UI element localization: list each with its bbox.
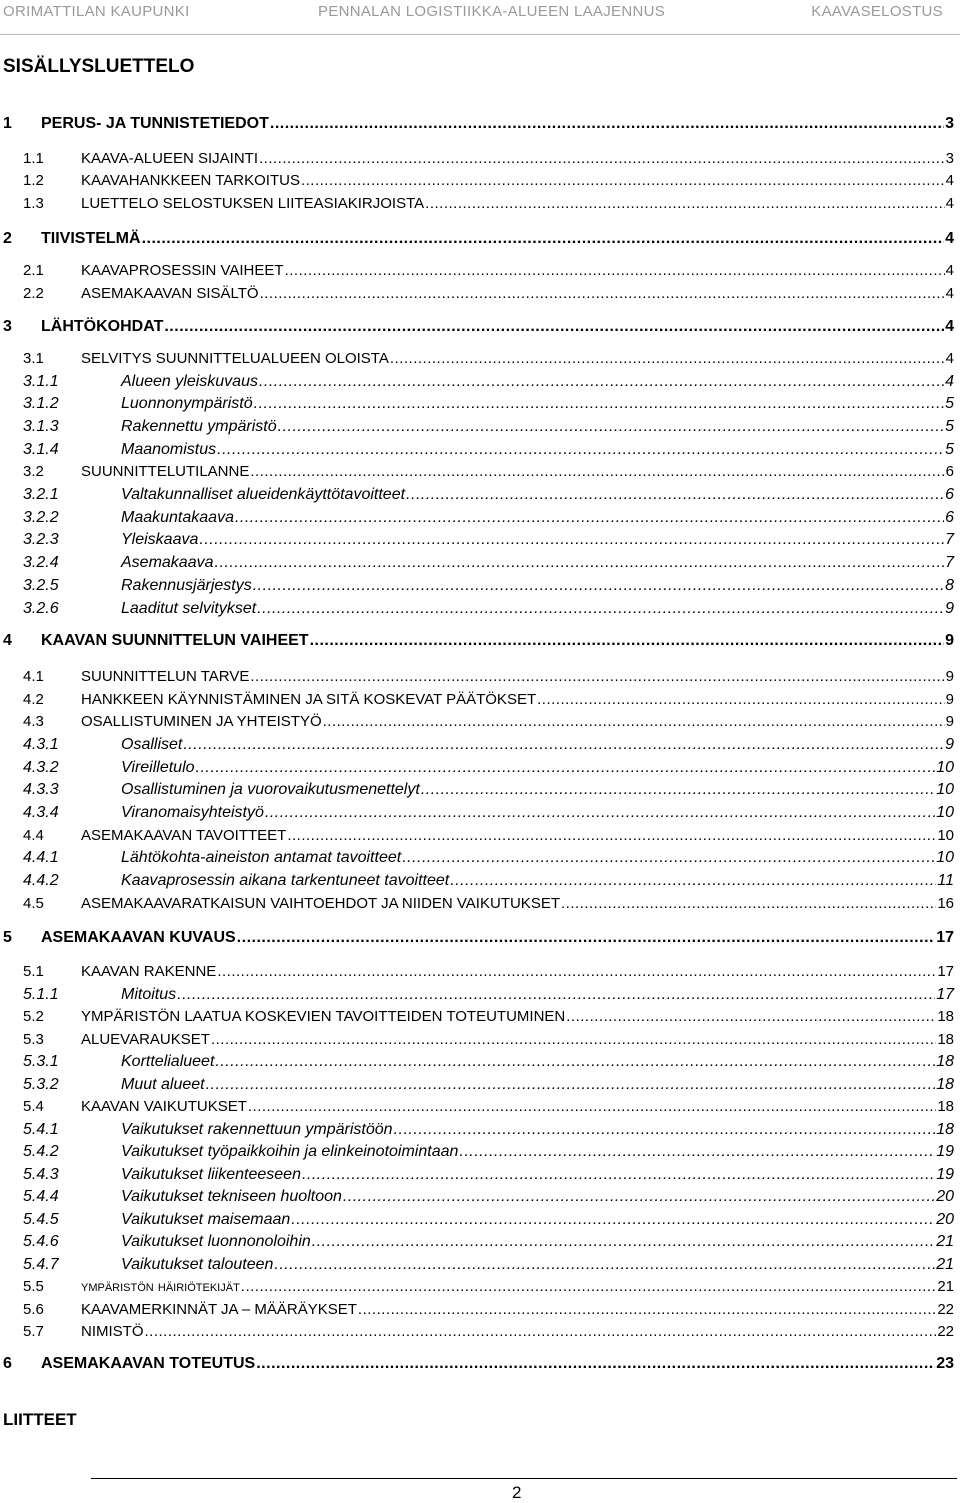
toc-entry-page: 3 [945,150,954,167]
footer-rule [91,1478,957,1479]
toc-leader-dots [250,463,944,480]
toc-entry[interactable] [23,827,954,844]
toc-entry[interactable] [23,1166,954,1184]
toc-entry-page: 4 [945,373,954,390]
toc-entry-title: Maakuntakaava [121,509,234,526]
toc-leader-dots [211,1031,936,1048]
toc-entry[interactable] [23,804,954,822]
header-organization: ORIMATTILAN KAUPUNKI [3,3,190,20]
toc-entry-title: KAAVAN SUUNNITTELUN VAIHEET [41,632,309,649]
toc-leader-dots [274,1256,935,1274]
toc-entry[interactable] [23,509,954,527]
toc-entry-page: 6 [945,509,954,526]
toc-entry-number: 5.4.7 [23,1256,59,1273]
toc-entry[interactable] [23,963,954,980]
toc-entry-page: 21 [936,1256,954,1273]
toc-entry-title: ympäristön häiriötekijät [81,1278,240,1295]
toc-entry-page: 18 [937,1008,954,1025]
toc-entry-number: 5 [3,929,12,946]
toc-entry-number: 3.1 [23,350,44,367]
toc-leader-dots [291,1211,935,1229]
toc-leader-dots [215,1053,935,1071]
toc-entry-title: ASEMAKAAVAN SISÄLTÖ [81,285,259,302]
toc-entry-title: ALUEVARAUKSET [81,1031,210,1048]
toc-leader-dots [450,872,936,890]
toc-leader-dots [217,963,936,980]
toc-entry-number: 4 [3,632,12,649]
toc-entry-number: 3.2.5 [23,577,59,594]
toc-entry-title: SELVITYS SUUNNITTELUALUEEN OLOISTA [81,350,389,367]
toc-leader-dots [217,441,944,459]
toc-entry-number: 5.2 [23,1008,44,1025]
toc-entry-number: 2 [3,230,12,247]
toc-entry-number: 3.2.3 [23,531,59,548]
toc-entry-title: Osallistuminen ja vuorovaikutusmenettelyt [121,781,420,798]
toc-entry-title: KAAVAPROSESSIN VAIHEET [81,262,284,279]
toc-entry[interactable] [3,632,954,650]
toc-leader-dots [312,1233,935,1251]
toc-leader-dots [253,577,944,595]
toc-entry-title: Maanomistus [121,441,217,458]
toc-entry-title: Osalliset [121,736,183,753]
toc-leader-dots [323,713,945,730]
page-header [0,0,960,34]
toc-entry[interactable] [23,872,954,890]
toc-leader-dots [561,895,936,912]
toc-entry-number: 5.7 [23,1323,44,1340]
toc-entry-number: 3.1.3 [23,418,59,435]
toc-leader-dots [164,318,944,336]
toc-entry-page: 4 [945,285,954,302]
toc-entry-number: 4.3.4 [23,804,59,821]
toc-leader-dots [183,736,944,754]
toc-entry-title: Luonnonympäristö [121,395,253,412]
toc-leader-dots [237,929,936,947]
toc-entry-number: 1.2 [23,172,44,189]
toc-entry-number: 1.1 [23,150,44,167]
toc-entry-number: 5.4 [23,1098,44,1115]
page-number: 2 [512,1483,522,1502]
toc-entry-title: Valtakunnalliset alueidenkäyttötavoitteet [121,486,406,503]
toc-entry-number: 6 [3,1355,12,1372]
toc-entry-title: KAAVAN RAKENNE [81,963,217,980]
toc-entry-title: ASEMAKAAVAN TOTEUTUS [41,1355,256,1372]
toc-entry-page: 10 [937,827,954,844]
toc-leader-dots [206,1076,936,1094]
toc-entry-number: 4.4 [23,827,44,844]
toc-entry-title: TIIVISTELMÄ [41,230,141,247]
toc-leader-dots [537,691,945,708]
toc-entry[interactable] [23,986,954,1004]
toc-leader-dots [241,1278,937,1295]
toc-leader-dots [257,600,944,618]
toc-entry[interactable] [23,1008,954,1025]
toc-entry-number: 4.5 [23,895,44,912]
toc-entry-title: KAAVAHANKKEEN TARKOITUS [81,172,300,189]
toc-entry[interactable] [23,1031,954,1048]
toc-entry-page: 8 [945,577,954,594]
toc-entry-page: 17 [937,963,954,980]
toc-leader-dots [145,1323,937,1340]
toc-leader-dots [421,781,935,799]
toc-entry-page: 4 [945,230,954,247]
toc-leader-dots [459,1143,935,1161]
toc-entry[interactable] [23,395,954,413]
toc-entry[interactable] [23,895,954,912]
toc-entry-title: LUETTELO SELOSTUKSEN LIITEASIAKIRJOISTA [81,195,425,212]
toc-leader-dots [425,195,945,212]
toc-entry[interactable] [23,262,954,279]
toc-entry-page: 9 [945,736,954,753]
toc-entry-title: SUUNNITTELUTILANNE [81,463,250,480]
toc-entry-page: 21 [937,1278,954,1295]
toc-entry-number: 5.4.1 [23,1121,59,1138]
toc-entry-number: 4.3.3 [23,781,59,798]
toc-entry-page: 18 [936,1121,954,1138]
toc-entry-number: 3.2.2 [23,509,59,526]
toc-entry-title: ASEMAKAAVARATKAISUN VAIHTOEHDOT JA NIIDEN VAIKUTUKSET [81,895,560,912]
toc-entry-title: Korttelialueet [121,1053,215,1070]
toc-leader-dots [285,262,945,279]
header-rule [0,34,960,35]
toc-leader-dots [358,1301,936,1318]
toc-leader-dots [199,531,944,549]
toc-entry-number: 2.2 [23,285,44,302]
toc-entry[interactable] [23,531,954,549]
toc-entry[interactable] [23,1053,954,1071]
toc-leader-dots [196,759,936,777]
toc-entry-title: NIMISTÖ [81,1323,144,1340]
toc-entry-title: Kaavaprosessin aikana tarkentuneet tavoitteet [121,872,450,889]
toc-entry-title: Rakennusjärjestys [121,577,252,594]
toc-entry-page: 23 [936,1355,954,1372]
toc-entry-page: 9 [945,632,954,649]
toc-entry[interactable] [23,600,954,618]
toc-entry[interactable] [23,1256,954,1274]
toc-entry[interactable] [23,486,954,504]
toc-entry-page: 9 [945,668,954,685]
toc-entry[interactable] [23,195,954,212]
toc-leader-dots [259,150,945,167]
toc-entry-number: 4.3 [23,713,44,730]
toc-entry-number: 5.4.3 [23,1166,59,1183]
toc-entry-title: Laaditut selvitykset [121,600,257,617]
toc-entry[interactable] [23,668,954,685]
toc-entry[interactable] [23,172,954,189]
header-project: PENNALAN LOGISTIIKKA-ALUEEN LAAJENNUS [318,3,666,20]
toc-entry-number: 5.4.4 [23,1188,59,1205]
toc-leader-dots [215,554,945,572]
toc-entry-page: 19 [936,1166,954,1183]
toc-entry-page: 22 [937,1323,954,1340]
toc-leader-dots [259,373,944,391]
toc-entry-page: 5 [945,395,954,412]
toc-entry-number: 5.3 [23,1031,44,1048]
toc-entry[interactable] [23,781,954,799]
toc-entry[interactable] [23,849,954,867]
toc-entry-title: OSALLISTUMINEN JA YHTEISTYÖ [81,713,322,730]
toc-entry-number: 4.1 [23,668,44,685]
toc-entry[interactable] [23,1301,954,1318]
toc-entry[interactable] [23,759,954,777]
toc-entry-page: 18 [937,1031,954,1048]
toc-entry-title: ASEMAKAAVAN TAVOITTEET [81,827,287,844]
toc-entry-title: Lähtökohta-aineiston antamat tavoitteet [121,849,402,866]
toc-entry[interactable] [23,463,954,480]
toc-leader-dots [301,172,945,189]
toc-entry-number: 4.3.2 [23,759,59,776]
toc-entry[interactable] [23,1098,954,1115]
toc-entry-page: 20 [936,1211,954,1228]
toc-entry[interactable] [23,577,954,595]
toc-entry-page: 4 [945,195,954,212]
toc-entry-title: Vaikutukset talouteen [121,1256,274,1273]
toc-entry[interactable] [23,285,954,302]
toc-leader-dots [390,350,945,367]
toc-entry-page: 5 [945,441,954,458]
toc-entry[interactable] [3,929,954,947]
toc-entry[interactable] [3,230,954,248]
toc-leader-dots [265,804,935,822]
toc-entry-number: 3.1.2 [23,395,59,412]
toc-entry-number: 4.3.1 [23,736,59,753]
toc-entry-number: 4.2 [23,691,44,708]
toc-entry-title: Mitoitus [121,986,177,1003]
toc-entry-number: 3.2 [23,463,44,480]
toc-entry-number: 5.4.6 [23,1233,59,1250]
toc-entry-number: 1 [3,115,12,132]
toc-entry-number: 3.2.6 [23,600,59,617]
toc-entry-title: Vaikutukset luonnonoloihin [121,1233,311,1250]
toc-entry-title: Rakennettu ympäristö [121,418,277,435]
toc-leader-dots [177,986,935,1004]
toc-entry-page: 4 [945,350,954,367]
toc-entry[interactable] [23,1211,954,1229]
toc-entry-title: Vaikutukset työpaikkoihin ja elinkeinotoimintaan [121,1143,459,1160]
toc-entry[interactable] [23,350,954,367]
toc-entry-title: KAAVA-ALUEEN SIJAINTI [81,150,258,167]
toc-entry-number: 5.6 [23,1301,44,1318]
toc-entry-page: 16 [937,895,954,912]
toc-entry[interactable] [3,318,954,336]
toc-leader-dots [250,668,944,685]
toc-entry-page: 6 [945,463,954,480]
toc-entry-page: 9 [945,713,954,730]
toc-entry-page: 17 [936,929,954,946]
toc-leader-dots [287,827,936,844]
toc-entry[interactable] [23,1143,954,1161]
appendix-heading: LIITTEET [3,1410,77,1429]
toc-leader-dots [394,1121,936,1139]
toc-entry-title: Asemakaava [121,554,214,571]
toc-entry-title: Viranomaisyhteistyö [121,804,264,821]
toc-entry[interactable] [23,736,954,754]
toc-entry-page: 9 [945,600,954,617]
toc-entry-number: 4.4.1 [23,849,59,866]
toc-leader-dots [302,1166,935,1184]
toc-entry[interactable] [23,1121,954,1139]
toc-entry-title: Vaikutukset tekniseen huoltoon [121,1188,342,1205]
toc-entry-page: 11 [937,872,954,889]
toc-entry-title: Vaikutukset rakennettuun ympäristöön [121,1121,393,1138]
toc-entry-page: 21 [936,1233,954,1250]
toc-entry[interactable] [23,418,954,436]
toc-entry-title: YMPÄRISTÖN LAATUA KOSKEVIEN TAVOITTEIDEN TOTEUTUMINEN [81,1008,566,1025]
toc-entry-page: 22 [937,1301,954,1318]
toc-entry-page: 10 [936,759,954,776]
toc-entry-title: Alueen yleiskuvaus [121,373,258,390]
toc-entry-title: Vaikutukset liikenteeseen [121,1166,301,1183]
toc-entry-number: 3 [3,318,12,335]
toc-leader-dots [248,1098,936,1115]
toc-entry-number: 5.3.1 [23,1053,59,1070]
toc-entry-title: SUUNNITTELUN TARVE [81,668,250,685]
toc-entry-number: 5.1 [23,963,44,980]
toc-entry[interactable] [23,1188,954,1206]
toc-entry-number: 1.3 [23,195,44,212]
toc-entry-number: 3.2.1 [23,486,59,503]
toc-entry-page: 9 [945,691,954,708]
toc-entry[interactable] [23,691,954,708]
toc-entry[interactable] [3,115,954,133]
toc-leader-dots [566,1008,936,1025]
toc-leader-dots [278,418,944,436]
toc-entry-title: KAAVAN VAIKUTUKSET [81,1098,247,1115]
toc-entry-title: HANKKEEN KÄYNNISTÄMINEN JA SITÄ KOSKEVAT PÄÄTÖKSET [81,691,537,708]
toc-entry-title: KAAVAMERKINNÄT JA – MÄÄRÄYKSET [81,1301,357,1318]
toc-entry-number: 4.4.2 [23,872,59,889]
toc-leader-dots [310,632,945,650]
toc-leader-dots [142,230,945,248]
toc-entry-page: 10 [936,781,954,798]
toc-entry-page: 4 [945,262,954,279]
toc-entry-page: 18 [936,1053,954,1070]
header-document-type: KAAVASELOSTUS [811,3,943,20]
toc-entry-page: 5 [945,418,954,435]
toc-entry[interactable] [23,554,954,572]
toc-entry-number: 5.3.2 [23,1076,59,1093]
toc-entry[interactable] [23,1076,954,1094]
toc-entry-number: 3.2.4 [23,554,59,571]
toc-leader-dots [270,115,944,133]
toc-entry-page: 18 [936,1076,954,1093]
toc-entry-page: 4 [945,318,954,335]
toc-entry-page: 10 [936,849,954,866]
toc-entry-page: 20 [936,1188,954,1205]
toc-entry-page: 4 [945,172,954,189]
toc-entry[interactable] [23,150,954,167]
toc-entry[interactable] [23,373,954,391]
toc-leader-dots [235,509,944,527]
toc-entry-title: Vaikutukset maisemaan [121,1211,291,1228]
toc-entry-title: Muut alueet [121,1076,205,1093]
toc-entry-page: 7 [945,554,954,571]
toc-entry-number: 5.4.2 [23,1143,59,1160]
toc-entry-title: Vireilletulo [121,759,195,776]
toc-entry-page: 17 [936,986,954,1003]
toc-entry[interactable] [23,1233,954,1251]
toc-leader-dots [402,849,935,867]
toc-leader-dots [256,1355,935,1373]
toc-entry-page: 6 [945,486,954,503]
toc-entry[interactable] [23,441,954,459]
toc-entry-title: PERUS- JA TUNNISTETIEDOT [41,115,269,132]
toc-entry[interactable] [3,1355,954,1373]
toc-entry-title: Yleiskaava [121,531,199,548]
toc-entry-number: 5.1.1 [23,986,59,1003]
toc-leader-dots [260,285,945,302]
toc-entry-number: 3.1.4 [23,441,59,458]
toc-leader-dots [406,486,944,504]
toc-entry-page: 19 [936,1143,954,1160]
toc-entry-page: 3 [945,115,954,132]
toc-entry-number: 5.5 [23,1278,44,1295]
toc-entry-number: 3.1.1 [23,373,59,390]
toc-entry-title: LÄHTÖKOHDAT [41,318,164,335]
toc-entry[interactable] [23,1278,954,1295]
toc-leader-dots [254,395,944,413]
toc-entry[interactable] [23,713,954,730]
toc-entry[interactable] [23,1323,954,1340]
toc-entry-number: 2.1 [23,262,44,279]
toc-entry-title: ASEMAKAAVAN KUVAUS [41,929,236,946]
page-title: SISÄLLYSLUETTELO [3,56,195,77]
toc-entry-page: 10 [936,804,954,821]
toc-entry-number: 5.4.5 [23,1211,59,1228]
toc-leader-dots [343,1188,935,1206]
toc-entry-page: 7 [945,531,954,548]
toc-entry-page: 18 [937,1098,954,1115]
